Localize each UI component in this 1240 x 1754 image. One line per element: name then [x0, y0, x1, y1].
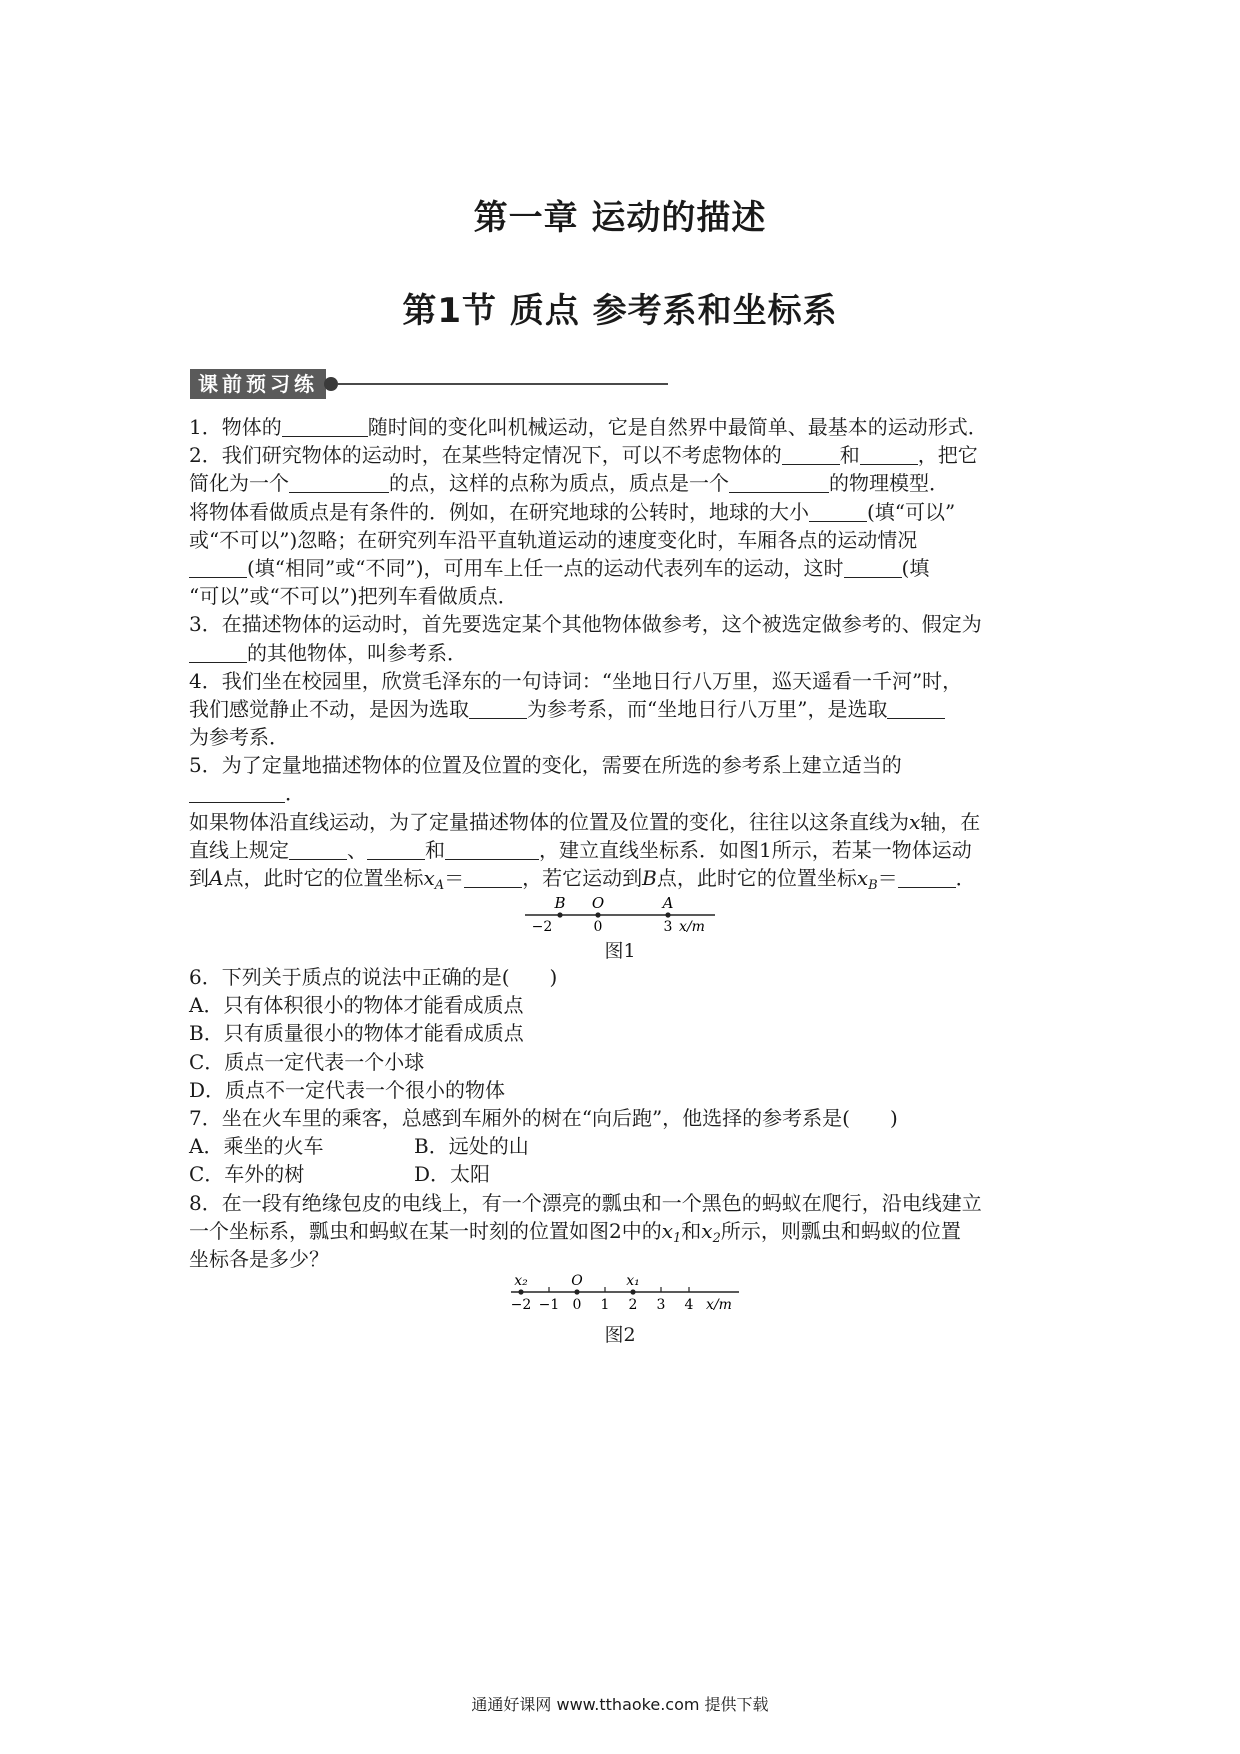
footer-source: 通通好课网 www.tthaoke.com 提供下载: [471, 1695, 769, 1714]
q1-text-a: 1．物体的: [189, 415, 282, 439]
q5-text: ．: [955, 866, 976, 890]
answer-blank[interactable]: [367, 839, 425, 860]
fig2-point-x1: [630, 1289, 635, 1294]
question-4-line-3: [189, 723, 1061, 751]
question-1: [189, 413, 1061, 441]
question-2-line-5: [189, 554, 1061, 582]
question-2-line-1: [189, 441, 1061, 469]
question-2-line-3: [189, 498, 1061, 526]
banner-divider: [338, 383, 668, 385]
fig2-tick-label: 2: [628, 1297, 638, 1313]
question-2-line-2: [189, 469, 1061, 497]
q2-text: “可以”或“不可以”)把列车看做质点．: [189, 584, 518, 609]
question-6-stem: 6．下列关于质点的说法中正确的是( ): [189, 965, 558, 989]
q5-text: 和: [425, 837, 445, 862]
question-8-line-3: 坐标各是多少？: [189, 1246, 329, 1271]
q2-text: (填: [901, 555, 930, 580]
fig1-axis-label: x/m: [679, 919, 705, 935]
q8-text: 一个坐标系，瓢虫和蚂蚁在某一时刻的位置如图2中的: [189, 1218, 662, 1243]
question-4-line-1: [189, 667, 1061, 695]
answer-blank[interactable]: [809, 501, 867, 522]
q5-point-b: B: [642, 866, 657, 890]
q2-text: 或“不可以”)忽略；在研究列车沿平直轨道运动的速度变化时，车厢各点的运动情况: [189, 527, 918, 552]
question-5-line-3: [189, 808, 1061, 836]
q4-text: 我们感觉静止不动，是因为选取: [189, 696, 469, 721]
q5-text: ，建立直线坐标系．如图1所示，若某一物体运动: [539, 837, 972, 862]
question-5-line-4: [189, 836, 1061, 864]
question-2-line-4: [189, 526, 1061, 554]
fig1-tick-label: −2: [531, 919, 553, 935]
q5-text: 轴，在: [920, 809, 981, 834]
q8-text: 和: [681, 1218, 702, 1243]
question-7-option-a: A．乘坐的火车: [189, 1134, 324, 1159]
fig1-label-b: B: [554, 895, 566, 912]
answer-blank[interactable]: [189, 782, 285, 803]
q4-text: 为参考系．: [189, 725, 289, 750]
q8-text: 所示，则瓢虫和蚂蚁的位置: [720, 1218, 961, 1243]
question-5-line-2: [189, 779, 1061, 807]
q8-var-x2: x: [701, 1218, 713, 1243]
section-banner: [190, 369, 668, 399]
fig1-label-o: O: [591, 895, 605, 912]
question-6-option-d: D．质点不一定代表一个很小的物体: [189, 1077, 506, 1102]
figure-1-caption: 图1: [604, 940, 636, 962]
q5-var-xb: x: [856, 866, 869, 890]
question-7-stem: 7．坐在火车里的乘客，总感到车厢外的树在“向后跑”，他选择的参考系是( ): [189, 1105, 898, 1130]
question-6-option-c: C．质点一定代表一个小球: [189, 1049, 425, 1074]
q4-text: 为参考系，而“坐地日行八万里”，是选取: [527, 696, 888, 721]
q2-text: 的物理模型．: [829, 471, 949, 496]
q2-text: 2．我们研究物体的运动时，在某些特定情况下，可以不考虑物体的: [189, 443, 782, 468]
answer-blank[interactable]: [289, 472, 389, 493]
question-4-line-2: [189, 695, 1061, 723]
fig1-point-o: [595, 912, 600, 917]
question-6-option-a: A．只有体积很小的物体才能看成质点: [189, 993, 524, 1018]
question-3-line-1: [189, 610, 1061, 638]
question-5-line-1: [189, 751, 1061, 779]
answer-blank[interactable]: [289, 839, 347, 860]
fig2-tick-label: 0: [572, 1297, 582, 1313]
figure-1: [520, 895, 720, 935]
fig1-point-a: [665, 912, 670, 917]
question-8-line-2: [189, 1217, 1061, 1245]
banner-label: 课前预习练: [190, 369, 326, 399]
q5-point-a: A: [209, 866, 224, 890]
q5-text: 到: [189, 866, 209, 890]
q3-text: 的其他物体，叫参考系．: [247, 640, 467, 665]
q1-text-b: 随时间的变化叫机械运动，它是自然界中最简单、最基本的运动形式．: [367, 415, 988, 439]
figure-2: [507, 1270, 747, 1314]
q5-text: ．: [285, 781, 305, 806]
fig1-point-b: [557, 912, 562, 917]
section-title: 第1节 质点 参考系和坐标系: [402, 291, 838, 331]
question-7-options-row-2: [189, 1160, 1061, 1188]
fig2-tick-label: −1: [538, 1297, 560, 1313]
banner-dot-icon: [324, 377, 338, 391]
q2-text: ，把它: [917, 443, 978, 468]
q5-text: ，若它运动到: [522, 866, 643, 890]
chapter-title: 第一章 运动的描述: [473, 198, 767, 238]
q2-text: (填“可以”: [867, 499, 956, 524]
q5-text: 点，此时它的位置坐标: [223, 866, 424, 890]
answer-blank[interactable]: [860, 444, 918, 465]
q2-text: (填“相同”或“不同”)，可用车上任一点的运动代表列车的运动，这时: [247, 555, 844, 580]
question-8-line-1: 8．在一段有绝缘包皮的电线上，有一个漂亮的瓢虫和一个黑色的蚂蚁在爬行，沿电线建立: [189, 1190, 982, 1215]
question-5-line-5: [189, 864, 1061, 892]
answer-blank[interactable]: [844, 557, 902, 578]
question-3-line-2: [189, 639, 1061, 667]
q3-text: 3．在描述物体的运动时，首先要选定某个其他物体做参考，这个被选定做参考的、假定为: [189, 612, 982, 637]
q2-text: 将物体看做质点是有条件的．例如，在研究地球的公转时，地球的大小: [189, 499, 809, 524]
answer-blank[interactable]: [887, 698, 945, 719]
q5-sub-a: A: [434, 878, 445, 893]
q5-sub-b: B: [868, 878, 878, 893]
fig1-label-a: A: [662, 895, 674, 912]
answer-blank[interactable]: [189, 642, 247, 663]
answer-blank[interactable]: [445, 839, 539, 860]
q5-text: 直线上规定: [189, 837, 289, 862]
exercise-body: [189, 413, 1061, 892]
question-2-line-6: [189, 582, 1061, 610]
q2-text: 简化为一个: [189, 471, 289, 496]
answer-blank[interactable]: [189, 557, 247, 578]
answer-blank[interactable]: [464, 867, 522, 888]
question-7-option-c: C．车外的树: [189, 1162, 305, 1187]
q5-text: 点，此时它的位置坐标: [656, 866, 857, 890]
fig2-label-x2: x₂: [514, 1273, 528, 1289]
fig2-axis-label: x/m: [706, 1297, 732, 1313]
q8-sub-2: 2: [712, 1230, 721, 1246]
q5-text: 5．为了定量地描述物体的位置及位置的变化，需要在所选的参考系上建立适当的: [189, 753, 902, 778]
fig2-tick-label: 3: [656, 1297, 666, 1313]
fig1-tick-label: 3: [663, 919, 673, 935]
q8-var-x1: x: [661, 1218, 674, 1243]
question-6-option-b: B．只有质量很小的物体才能看成质点: [189, 1021, 524, 1046]
fig2-tick-label: 4: [684, 1297, 694, 1313]
answer-blank[interactable]: [469, 698, 527, 719]
exercise-body-2: [189, 963, 1061, 1273]
fig2-tick-label: −2: [510, 1297, 532, 1313]
q5-var-x: x: [909, 809, 921, 834]
q8-sub-1: 1: [673, 1230, 682, 1246]
fig2-label-o: O: [571, 1273, 583, 1289]
fig2-point-o: [574, 1289, 579, 1294]
question-7-options-row-1: [189, 1132, 1061, 1160]
q5-text: ＝: [877, 866, 898, 890]
q2-text: 的点，这样的点称为质点，质点是一个: [389, 471, 729, 496]
q5-text: 如果物体沿直线运动，为了定量描述物体的位置及位置的变化，往往以这条直线为: [189, 809, 909, 834]
fig2-point-x2: [518, 1289, 523, 1294]
answer-blank[interactable]: [729, 472, 829, 493]
fig2-label-x1: x₁: [626, 1273, 640, 1289]
q5-text: 、: [347, 837, 367, 862]
figure-2-caption: 图2: [604, 1324, 636, 1346]
answer-blank[interactable]: [782, 444, 840, 465]
question-7-option-d: D．太阳: [414, 1162, 491, 1187]
question-7-option-b: B．远处的山: [414, 1134, 529, 1159]
q5-var-xa: x: [423, 866, 435, 890]
fig2-tick-label: 1: [600, 1297, 610, 1313]
fig1-tick-label: 0: [593, 919, 603, 935]
answer-blank[interactable]: [898, 867, 956, 888]
answer-blank[interactable]: [282, 416, 368, 437]
q5-text: ＝: [444, 866, 465, 890]
q4-text: 4．我们坐在校园里，欣赏毛泽东的一句诗词：“坐地日行八万里，巡天遥看一千河”时，: [189, 668, 963, 693]
q2-text: 和: [839, 443, 860, 468]
